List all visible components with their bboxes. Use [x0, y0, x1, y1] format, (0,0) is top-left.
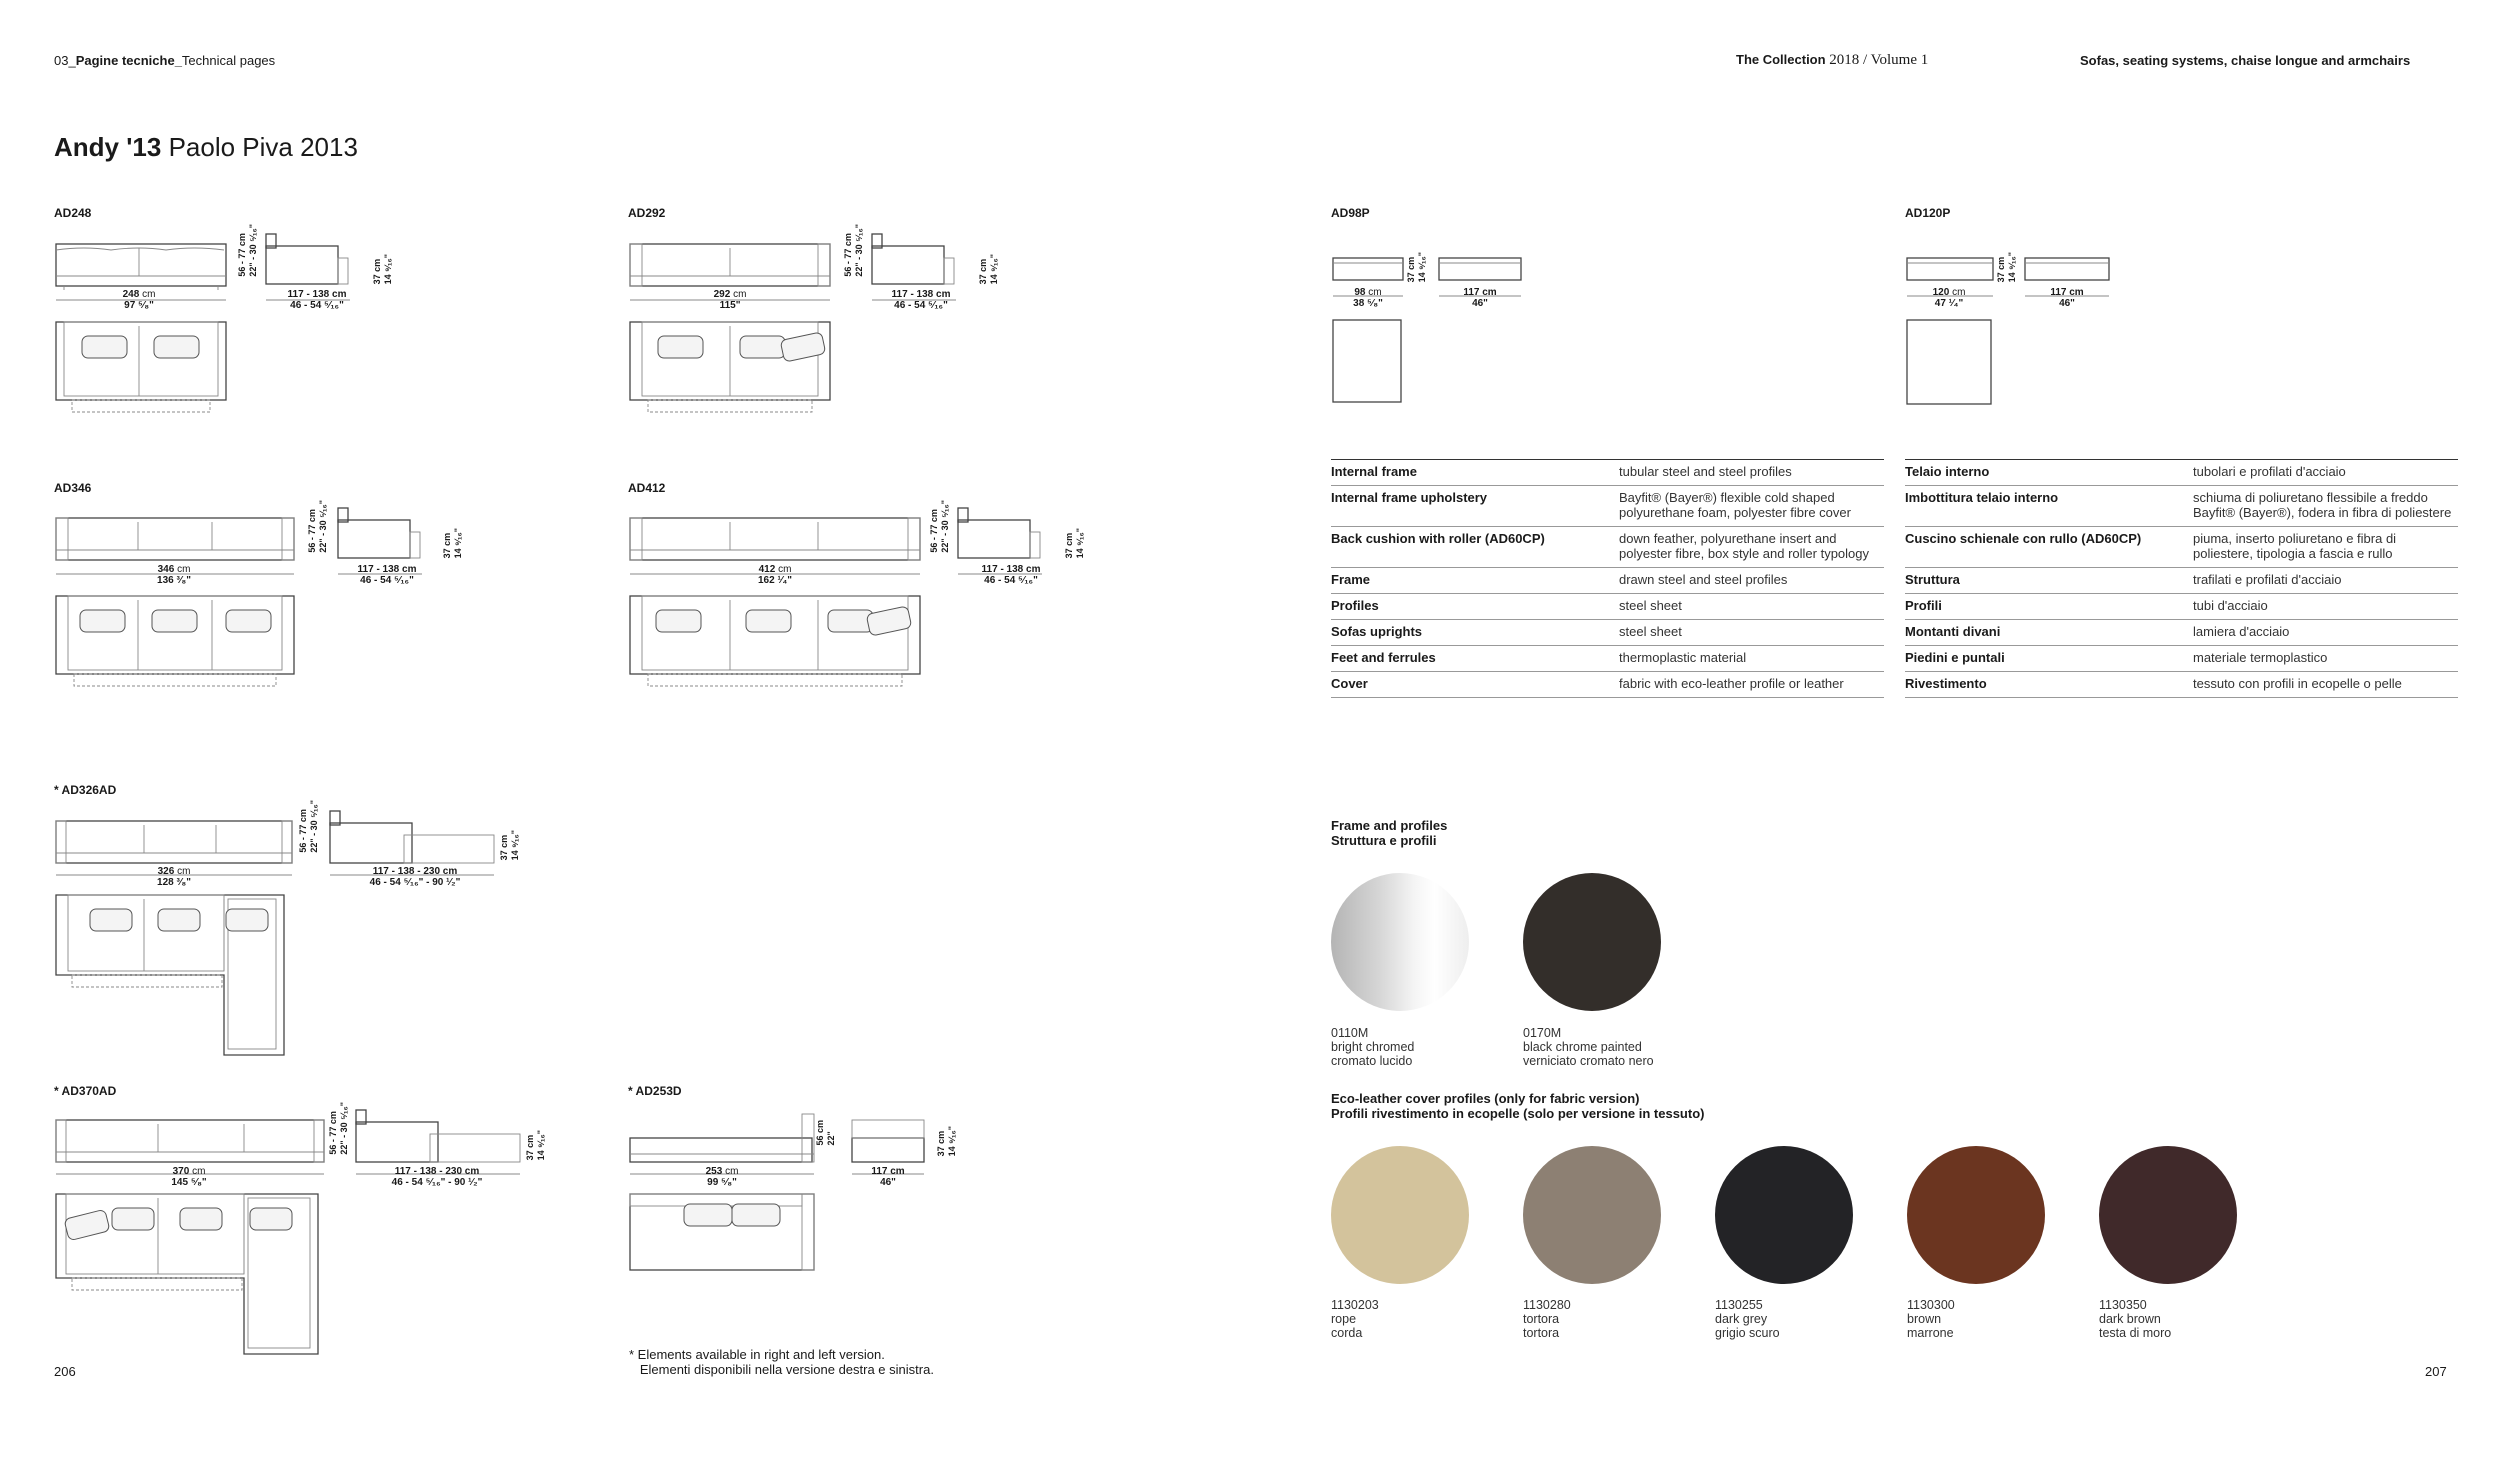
swatch-label: 1130203 rope corda	[1331, 1298, 1379, 1340]
width-dim: 120 cm 47 ¹⁄₄"	[1932, 287, 1966, 309]
ad253d-drawing	[628, 1104, 988, 1284]
arm-height-dim: 37 cm 14 ⁹⁄₁₆"	[442, 528, 463, 559]
depth-dim: 117 cm 46"	[871, 1166, 905, 1188]
spec-row: Imbottitura telaio interno schiuma di poliuretano flessibile a freddo Bayfit® (Bayer®), fodera in fibra di poliestere	[1905, 486, 2458, 527]
arm-height-dim: 37 cm 14 ⁹⁄₁₆"	[978, 254, 999, 285]
spec-row: Frame drawn steel and steel profiles	[1331, 568, 1884, 594]
spec-row: Profiles steel sheet	[1331, 594, 1884, 620]
swatch-1130255[interactable]	[1715, 1146, 1853, 1284]
width-dim: 98 cm 38 ⁵⁄₈"	[1353, 287, 1383, 309]
swatch-label: 0170M black chrome painted verniciato cromato nero	[1523, 1026, 1654, 1068]
arm-height-dim: 37 cm 14 ⁹⁄₁₆"	[499, 830, 520, 861]
arm-height-dim: 37 cm 14 ⁹⁄₁₆"	[525, 1130, 546, 1161]
swatch-0110m[interactable]	[1331, 873, 1469, 1011]
model-code: AD98P	[1331, 206, 1370, 220]
height-dim: 56 - 77 cm 22" - 30 ⁵⁄₁₆"	[237, 224, 258, 277]
spec-row: Internal frame tubular steel and steel profiles	[1331, 460, 1884, 486]
swatch-1130300[interactable]	[1907, 1146, 2045, 1284]
depth-dim: 117 - 138 - 230 cm 46 - 54 ⁵⁄₁₆" - 90 ¹⁄₂"	[369, 866, 461, 888]
spec-row: Back cushion with roller (AD60CP) down feather, polyurethane insert and polyester fibre, box style and roller typology	[1331, 527, 1884, 568]
width-dim: 346 cm 136 ³⁄₈"	[157, 564, 191, 586]
width-dim: 326 cm 128 ³⁄₈"	[157, 866, 191, 888]
height-dim: 56 cm 22"	[815, 1120, 836, 1146]
width-dim: 292 cm 115"	[713, 289, 747, 311]
swatch-1130350[interactable]	[2099, 1146, 2237, 1284]
swatch-label: 1130280 tortora tortora	[1523, 1298, 1571, 1340]
swatch-label: 1130255 dark grey grigio scuro	[1715, 1298, 1780, 1340]
height-dim: 56 - 77 cm 22" - 30 ⁵⁄₁₆"	[929, 500, 950, 553]
spec-table-it	[1905, 459, 2458, 698]
ad326ad-drawing	[54, 805, 514, 1065]
width-dim: 253 cm 99 ⁵⁄₈"	[705, 1166, 739, 1188]
swatch-1130203[interactable]	[1331, 1146, 1469, 1284]
depth-dim: 117 - 138 cm 46 - 54 ⁵⁄₁₆"	[357, 564, 417, 586]
ad248-drawing	[54, 226, 394, 426]
page-number-right: 207	[2425, 1364, 2447, 1379]
ad98p-drawing	[1331, 250, 1551, 410]
spec-row: Montanti divani lamiera d'acciaio	[1905, 620, 2458, 646]
model-code: * AD370AD	[54, 1084, 117, 1098]
depth-dim: 117 cm 46"	[2050, 287, 2084, 309]
page-title: Andy '13 Paolo Piva 2013	[54, 132, 358, 162]
spec-row: Profili tubi d'acciaio	[1905, 594, 2458, 620]
spec-row: Sofas uprights steel sheet	[1331, 620, 1884, 646]
spec-row: Telaio interno tubolari e profilati d'acciaio	[1905, 460, 2458, 486]
width-dim: 412 cm 162 ¹⁄₄"	[758, 564, 792, 586]
spec-row: Cover fabric with eco-leather profile or leather	[1331, 672, 1884, 698]
arm-height-dim: 37 cm 14 ⁹⁄₁₆"	[936, 1126, 957, 1157]
model-code: AD248	[54, 206, 92, 220]
depth-dim: 117 - 138 cm 46 - 54 ⁵⁄₁₆"	[981, 564, 1041, 586]
swatch-label: 1130350 dark brown testa di moro	[2099, 1298, 2172, 1340]
swatch-0170m[interactable]	[1523, 873, 1661, 1011]
model-code: AD120P	[1905, 206, 1951, 220]
height-dim: 56 - 77 cm 22" - 30 ⁵⁄₁₆"	[328, 1102, 349, 1155]
arm-height-dim: 37 cm 14 ⁹⁄₁₆"	[1064, 528, 1085, 559]
frame-finishes-title: Frame and profiles Struttura e profili	[1331, 818, 1448, 848]
footnote: * Elements available in right and left version. Elementi disponibili nella versione destra e sinistra.	[629, 1347, 934, 1377]
category-label: Sofas, seating systems, chaise longue and armchairs	[2080, 53, 2411, 68]
spec-row: Piedini e puntali materiale termoplastico	[1905, 646, 2458, 672]
model-code: * AD253D	[628, 1084, 682, 1098]
collection-label: The Collection 2018 / Volume 1	[1736, 52, 1929, 68]
spec-row: Internal frame upholstery Bayfit® (Bayer®) flexible cold shaped polyurethane foam, polyester fibre cover	[1331, 486, 1884, 527]
depth-dim: 117 - 138 cm 46 - 54 ⁵⁄₁₆"	[287, 289, 347, 311]
model-code: * AD326AD	[54, 783, 117, 797]
spec-row: Struttura trafilati e profilati d'acciaio	[1905, 568, 2458, 594]
height-dim: 37 cm 14 ⁹⁄₁₆"	[1996, 252, 2017, 283]
section-label: 03_Pagine tecniche_Technical pages	[54, 53, 276, 68]
spec-row: Cuscino schienale con rullo (AD60CP) piuma, inserto poliuretano e fibra di poliestere, tipologia a fascia e rullo	[1905, 527, 2458, 568]
ad370ad-drawing	[54, 1104, 554, 1364]
width-dim: 248 cm 97 ⁵⁄₈"	[122, 289, 156, 311]
spec-row: Feet and ferrules thermoplastic material	[1331, 646, 1884, 672]
spec-table-en	[1331, 459, 1884, 698]
arm-height-dim: 37 cm 14 ⁹⁄₁₆"	[372, 254, 393, 285]
swatch-label: 1130300 brown marrone	[1907, 1298, 1955, 1340]
eco-finishes-title: Eco-leather cover profiles (only for fabric version) Profili rivestimento in ecopelle (solo per versione in tessuto)	[1331, 1091, 1705, 1121]
model-code: AD346	[54, 481, 92, 495]
depth-dim: 117 cm 46"	[1463, 287, 1497, 309]
model-code: AD292	[628, 206, 666, 220]
height-dim: 56 - 77 cm 22" - 30 ⁵⁄₁₆"	[298, 800, 319, 853]
depth-dim: 117 - 138 - 230 cm 46 - 54 ⁵⁄₁₆" - 90 ¹⁄₂"	[391, 1166, 483, 1188]
ad346-drawing	[54, 500, 474, 700]
height-dim: 56 - 77 cm 22" - 30 ⁵⁄₁₆"	[843, 224, 864, 277]
height-dim: 56 - 77 cm 22" - 30 ⁵⁄₁₆"	[307, 500, 328, 553]
swatch-label: 0110M bright chromed cromato lucido	[1331, 1026, 1415, 1068]
ad292-drawing	[628, 226, 1008, 426]
swatch-1130280[interactable]	[1523, 1146, 1661, 1284]
spec-row: Rivestimento tessuto con profili in ecopelle o pelle	[1905, 672, 2458, 698]
width-dim: 370 cm 145 ⁵⁄₈"	[171, 1166, 207, 1188]
page-number-left: 206	[54, 1364, 76, 1379]
ad412-drawing	[628, 500, 1108, 700]
depth-dim: 117 - 138 cm 46 - 54 ⁵⁄₁₆"	[891, 289, 951, 311]
model-code: AD412	[628, 481, 666, 495]
height-dim: 37 cm 14 ⁹⁄₁₆"	[1406, 252, 1427, 283]
